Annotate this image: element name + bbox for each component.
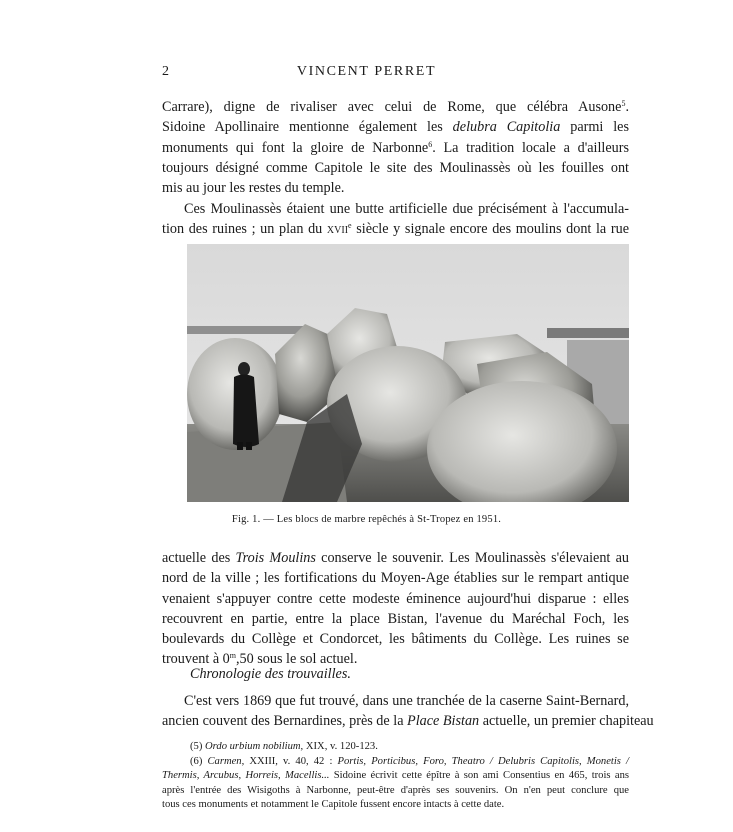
footnote-ref-5[interactable]: 5 [621,99,626,108]
text-line: C'est vers 1869 que fut trouvé, dans une tranchée de la caserne Saint-Bernard, [184,693,629,709]
page-number: 2 [162,64,169,79]
text-line: mis au jour les restes du temple. [162,180,345,197]
text-line: Carrare), digne de rivaliser avec celui de Rome, que célébra Ausone$^5$. [162,99,629,115]
text-line: venaient s'appuyer contre cette modeste éminence aujourd'hui disparue : elles [162,590,629,607]
paragraph-2 [162,199,629,240]
paragraph-4 [162,691,654,732]
text-line: actuelle des Trois Moulins conserve le souvenir. Les Moulinassès s'élevaient au [162,550,629,566]
text-line: nord de la ville ; les fortifications du Moyen-Age établies sur le rempart antique [162,570,629,587]
figure-photo [187,244,629,502]
text-line: toujours désigné comme Capitole le site des Moulinassès où les fouilles ont [162,159,629,176]
footnote-6: (6) Carmen, XXIII, v. 40, 42 : Portis, Porticibus, Foro, Theatro / Delubris Capitolis, Monetis / [190,755,629,767]
paragraph-1 [162,97,629,198]
text-line: ancien couvent des Bernardines, près de la Place Bistan actuelle, un premier chapiteau [162,713,654,730]
footnote-6-line: Thermis, Arcubus, Horreis, Macellis... Sidoine écrivit cette épître à son ami Consentius en 465, trois ans [162,770,629,782]
footnotes [162,740,629,813]
footnote-ref-6[interactable]: 6 [428,139,433,149]
footnote-6-line: après l'entrée des Wisigoths à Narbonne, peut-être d'après ses souvenirs. On n'en peut conclure que [162,784,629,796]
footnote-5: (5) Ordo urbium nobilium, XIX, v. 120-123. [190,741,378,752]
marble-blocks-photo [187,244,629,502]
text-line: Ces Moulinassès étaient une butte artificielle due précisément à l'accumula- [184,201,629,217]
text-line: recouvrent en partie, entre la place Bistan, l'avenue du Maréchal Foch, les [162,610,629,627]
section-heading: Chronologie des trouvailles. [190,666,351,682]
paragraph-3 [162,548,629,670]
figure-caption: Fig. 1. — Les blocs de marbre repêchés à St-Tropez en 1951. [231,514,502,525]
text-line: Sidoine Apollinaire mentionne également les delubra Capitolia parmi les [162,119,629,136]
running-head: VINCENT PERRET [296,64,437,79]
footnote-6-line: tous ces monuments et notamment le Capitole fussent encore intacts à cette date. [162,799,505,811]
text-line: boulevards du Collège et Condorcet, les bâtiments du Collège. Les ruines se [162,631,629,648]
text-line: trouvent à 0$^m$,50 sous le sol actuel. [162,651,358,668]
text-line: tion des ruines ; un plan du xvii$^e$ siècle y signale encore des moulins dont la rue [162,221,629,238]
text-line: monuments qui font la gloire de Narbonne$^6$. La tradition locale a d'ailleurs [162,139,630,156]
